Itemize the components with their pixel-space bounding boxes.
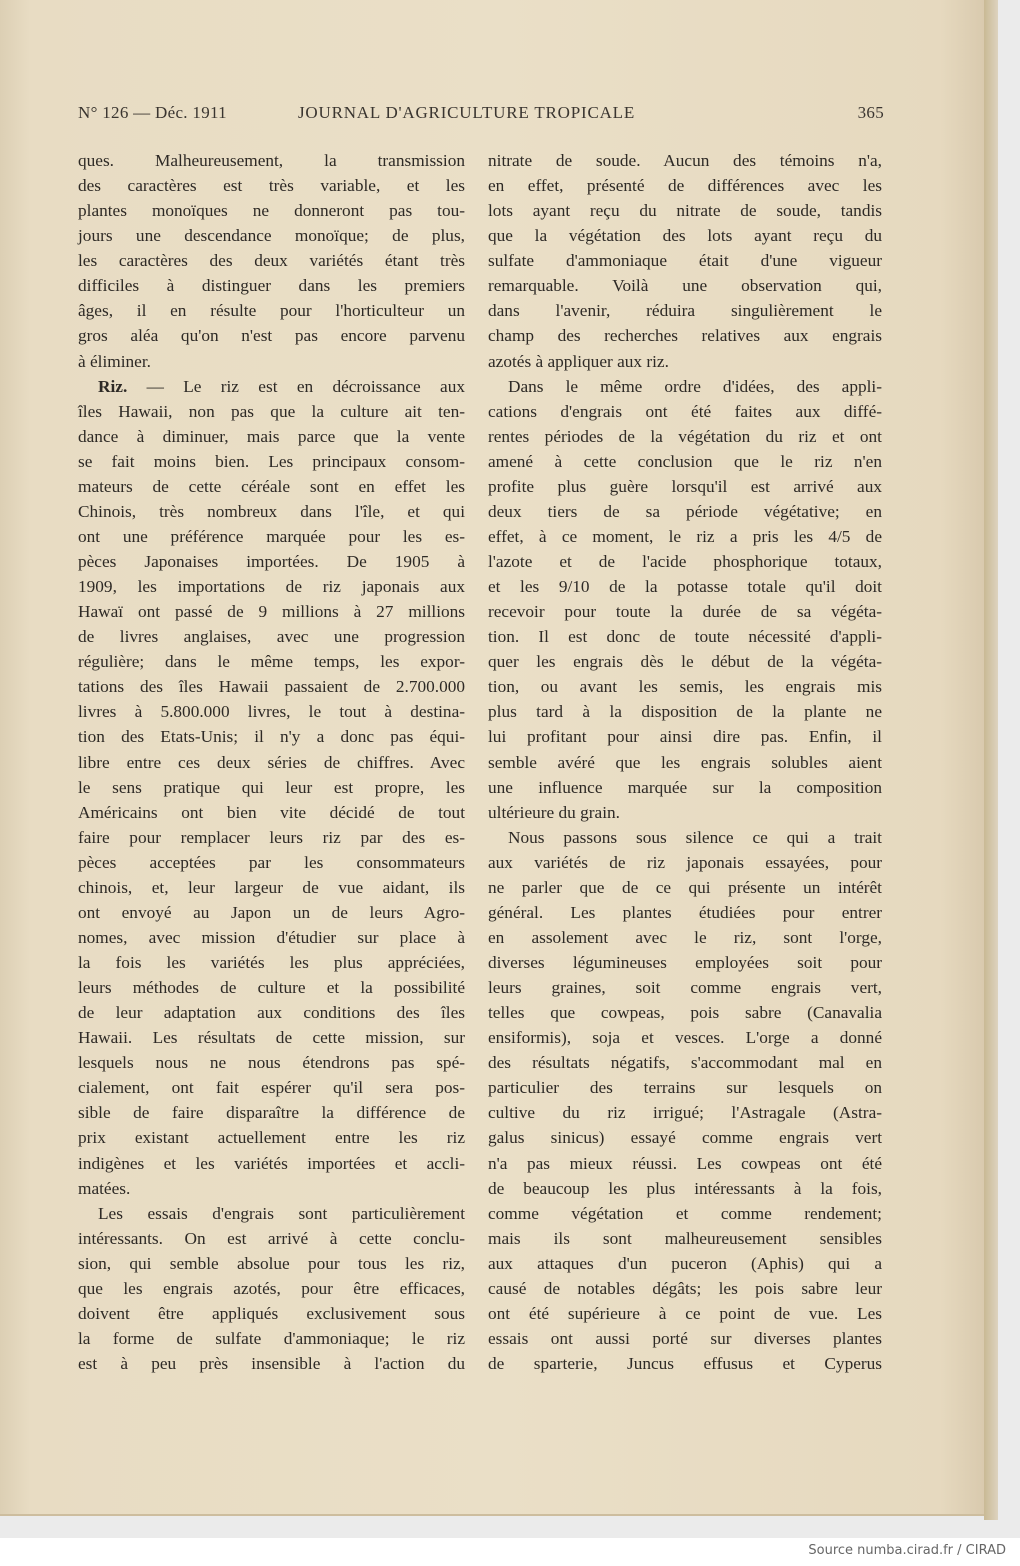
text-line: l'azote et de l'acide phosphorique totaux, xyxy=(488,552,882,571)
text-line: amené à cette conclusion que le riz n'en xyxy=(488,451,882,471)
text-line: que la végétation des lots ayant reçu du xyxy=(488,226,882,246)
running-header xyxy=(78,103,884,127)
text-line: semble avéré que les engrais solubles aient xyxy=(488,752,882,772)
text-column-right xyxy=(488,148,882,1376)
issue-number: N° 126 — Déc. 1911 xyxy=(78,103,227,122)
text-line: quer les engrais dès le début de la végéta- xyxy=(488,652,882,672)
text-line: Riz. — Le riz est en décroissance aux xyxy=(98,376,465,396)
text-line: faire pour remplacer leurs riz par des es- xyxy=(78,827,465,847)
text-line: Les essais d'engrais sont particulièrement xyxy=(98,1203,465,1223)
text-line: chinois, et, leur largeur de vue aidant, ils xyxy=(78,877,465,897)
text-line: dans l'avenir, réduira singulièrement le xyxy=(488,301,882,321)
text-line: lots ayant reçu du nitrate de soude, tandis xyxy=(488,201,882,221)
text-line: en assolement avec le riz, sont l'orge, xyxy=(488,927,882,947)
paragraph xyxy=(78,148,465,374)
text-line: des résultats négatifs, s'accommodant mal en xyxy=(488,1053,882,1073)
text-line: galus sinicus) essayé comme engrais vert xyxy=(488,1128,882,1148)
text-line: n'a pas mieux réussi. Les cowpeas ont été xyxy=(488,1153,882,1173)
text-line: matées. xyxy=(78,1178,131,1198)
text-line: remarquable. Voilà une observation qui, xyxy=(488,276,882,296)
text-line: dance à diminuer, mais parce que la vente xyxy=(78,426,465,446)
text-line: se fait moins bien. Les principaux consom- xyxy=(78,451,465,471)
text-line: cations d'engrais ont été faites aux diffé- xyxy=(488,401,882,421)
text-line: la forme de sulfate d'ammoniaque; le riz xyxy=(78,1328,465,1348)
text-line: prix existant actuellement entre les riz xyxy=(78,1128,465,1148)
text-line: diverses légumineuses employées soit pour xyxy=(488,953,882,972)
text-line: des caractères est très variable, et les xyxy=(78,176,465,196)
text-line: que les engrais azotés, pour être efficaces, xyxy=(78,1278,465,1298)
text-line: Hawaï ont passé de 9 millions à 27 millions xyxy=(78,602,465,622)
text-line: livres à 5.800.000 livres, le tout à destina- xyxy=(78,702,465,722)
text-line: de sparterie, Juncus effusus et Cyperus xyxy=(488,1354,882,1373)
text-line: cultive du riz irrigué; l'Astragale (Astra- xyxy=(488,1103,882,1123)
text-line: le sens pratique qui leur est propre, les xyxy=(78,777,465,797)
text-line: est à peu près insensible à l'action du xyxy=(78,1354,465,1373)
text-line: régulière; dans le même temps, les expor- xyxy=(78,652,465,672)
journal-title: JOURNAL D'AGRICULTURE TROPICALE xyxy=(298,103,636,122)
text-line: tations des îles Hawaii passaient de 2.700.000 xyxy=(78,677,465,697)
text-line: essais ont aussi porté sur diverses plantes xyxy=(488,1328,882,1348)
paragraph xyxy=(488,148,882,374)
text-line: pèces Japonaises importées. De 1905 à xyxy=(78,552,465,571)
text-line: Hawaii. Les résultats de cette mission, sur xyxy=(78,1028,465,1048)
paragraph xyxy=(78,1201,465,1376)
text-line: libre entre ces deux séries de chiffres. Avec xyxy=(78,752,465,772)
text-line: la fois les variétés les plus appréciées, xyxy=(78,953,465,972)
text-line: azotés à appliquer aux riz. xyxy=(488,351,669,371)
text-line: gros aléa qu'on n'est pas encore parvenu xyxy=(78,326,465,346)
text-line: Nous passons sous silence ce qui a trait xyxy=(508,827,882,847)
text-line: particulier des terrains sur lesquels on xyxy=(488,1078,882,1098)
text-line: îles Hawaii, non pas que la culture ait ten- xyxy=(78,401,465,421)
text-line: de livres anglaises, avec une progression xyxy=(78,627,465,647)
text-line: ont une préférence marquée pour les es- xyxy=(78,526,465,546)
text-line: plus tard à la disposition de la plante ne xyxy=(488,702,882,722)
text-line: causé de notables dégâts; les pois sabre leur xyxy=(488,1278,882,1298)
text-line: une influence marquée sur la composition xyxy=(488,777,882,797)
text-line: âges, il en résulte pour l'horticulteur un xyxy=(78,301,465,321)
text-line: effet, à ce moment, le riz a pris les 4/5 de xyxy=(488,526,882,546)
text-line: intéressants. On est arrivé à cette conclu- xyxy=(78,1228,465,1248)
text-line: cialement, ont fait espérer qu'il sera pos- xyxy=(78,1078,465,1098)
text-line: tion. Il est donc de toute nécessité d'appli- xyxy=(488,627,882,647)
text-line: lesquels nous ne nous étendrons pas spé- xyxy=(78,1053,465,1073)
text-line: jours une descendance monoïque; de plus, xyxy=(78,226,465,246)
page-edge xyxy=(984,0,998,1520)
text-line: tion, ou avant les semis, les engrais mis xyxy=(488,677,882,697)
text-line: ont envoyé au Japon un de leurs Agro- xyxy=(78,902,465,922)
text-line: tion des Etats-Unis; il n'y a donc pas équi- xyxy=(78,727,465,747)
text-line: et les 9/10 de la potasse totale qu'il doit xyxy=(488,577,882,597)
text-line: ne parler que de ce qui présente un intérêt xyxy=(488,877,882,897)
text-line: 1909, les importations de riz japonais aux xyxy=(78,577,465,597)
paragraph xyxy=(488,374,882,825)
text-line: pèces acceptées par les consommateurs xyxy=(78,852,465,872)
text-line: leurs méthodes de culture et la possibilité xyxy=(78,978,465,998)
text-line: lui profitant pour ainsi dire pas. Enfin, il xyxy=(488,727,882,747)
text-line: aux variétés de riz japonais essayées, pour xyxy=(488,852,882,872)
text-line: de leur adaptation aux conditions des îles xyxy=(78,1003,465,1023)
text-line: plantes monoïques ne donneront pas tou- xyxy=(78,201,465,221)
text-line: rentes périodes de la végétation du riz et ont xyxy=(488,426,882,446)
text-line: telles que cowpeas, pois sabre (Canavalia xyxy=(488,1003,882,1023)
text-line: deux tiers de sa période végétative; en xyxy=(488,501,882,521)
text-line: mateurs de cette céréale sont en effet les xyxy=(78,476,465,496)
text-column-left xyxy=(78,148,465,1376)
text-line: aux attaques d'un puceron (Aphis) qui a xyxy=(488,1253,882,1273)
text-line: Américains ont bien vite décidé de tout xyxy=(78,802,465,822)
text-line: doivent être appliqués exclusivement sous xyxy=(78,1303,465,1323)
text-line: difficiles à distinguer dans les premiers xyxy=(78,276,465,296)
text-line: Chinois, très nombreux dans l'île, et qui xyxy=(78,501,465,521)
text-line: les caractères des deux variétés étant très xyxy=(78,251,465,271)
source-credit: Source numba.cirad.fr / CIRAD xyxy=(808,1543,1006,1558)
text-line: Dans le même ordre d'idées, des appli- xyxy=(508,376,882,396)
text-line: sible de faire disparaître la différence de xyxy=(78,1103,465,1123)
text-line: champ des recherches relatives aux engrais xyxy=(488,326,882,346)
text-line: de beaucoup les plus intéressants à la fois, xyxy=(488,1178,882,1198)
text-line: sion, qui semble absolue pour tous les riz, xyxy=(78,1253,465,1273)
page-number: 365 xyxy=(857,103,884,122)
text-line: indigènes et les variétés importées et accli- xyxy=(78,1153,465,1173)
text-line: leurs graines, soit comme engrais vert, xyxy=(488,978,882,998)
text-line: sulfate d'ammoniaque était d'une vigueur xyxy=(488,251,882,271)
text-line: ultérieure du grain. xyxy=(488,802,620,822)
text-line: profite plus guère lorsqu'il est arrivé aux xyxy=(488,476,882,496)
text-line: à éliminer. xyxy=(78,351,151,371)
text-line: nitrate de soude. Aucun des témoins n'a, xyxy=(488,151,882,170)
text-line: nomes, avec mission d'étudier sur place à xyxy=(78,927,465,947)
text-line: général. Les plantes étudiées pour entrer xyxy=(488,902,882,922)
text-line: comme végétation et comme rendement; xyxy=(488,1203,882,1223)
paragraph xyxy=(488,825,882,1376)
text-line: ques. Malheureusement, la transmission xyxy=(78,151,465,170)
text-line: ensiformis), soja et vesces. L'orge a donné xyxy=(488,1028,882,1048)
section-lead-in: Riz. xyxy=(98,376,128,396)
text-line: mais ils sont malheureusement sensibles xyxy=(488,1228,882,1248)
text-line: recevoir pour toute la durée de sa végéta- xyxy=(488,602,882,622)
text-line: en effet, présenté de différences avec les xyxy=(488,176,882,196)
paragraph xyxy=(78,374,465,1201)
text-line: ont été supérieure à ce point de vue. Les xyxy=(488,1303,882,1323)
